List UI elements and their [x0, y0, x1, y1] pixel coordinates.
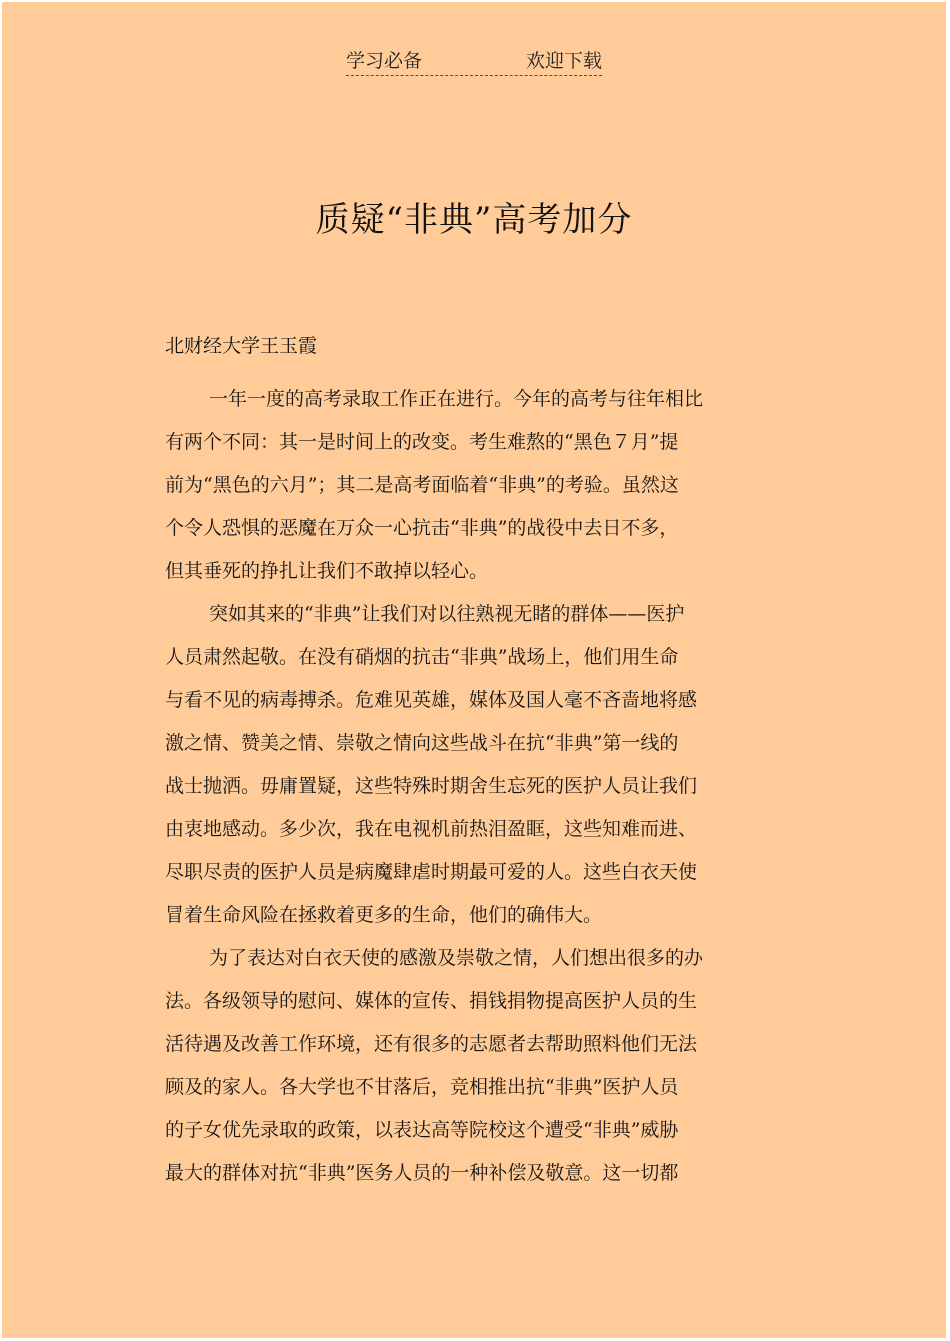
paragraph-line: 前为“黑色的六月”；其二是高考面临着“非典”的考验。虽然这 — [165, 474, 679, 496]
paragraph-line: 法。各级领导的慰问、媒体的宣传、捐钱捐物提高医护人员的生 — [165, 990, 698, 1012]
article-title: 质疑“非典”高考加分 — [315, 200, 633, 240]
paragraph-line: 战士抛洒。毋庸置疑，这些特殊时期舍生忘死的医护人员让我们 — [165, 775, 698, 797]
paragraph-line: 顾及的家人。各大学也不甘落后，竞相推出抗“非典”医护人员 — [165, 1076, 679, 1098]
paragraph-line: 为了表达对白衣天使的感激及崇敬之情，人们想出很多的办 — [209, 947, 704, 969]
header-right-text: 欢迎下载 — [526, 50, 603, 72]
paragraph-line: 但其垂死的挣扎让我们不敢掉以轻心。 — [165, 560, 489, 582]
paragraph-line: 的子女优先录取的政策，以表达高等院校这个遭受“非典”威胁 — [165, 1119, 679, 1141]
page-header — [2, 48, 946, 76]
article-body — [165, 378, 765, 1195]
paragraph-line: 冒着生命风险在拯救着更多的生命，他们的确伟大。 — [165, 904, 603, 926]
paragraph-line: 最大的群体对抗“非典”医务人员的一种补偿及敬意。这一切都 — [165, 1162, 679, 1184]
paragraph-line: 尽职尽责的医护人员是病魔肆虐时期最可爱的人。这些白衣天使 — [165, 861, 698, 883]
paragraph-line: 由衷地感动。多少次，我在电视机前热泪盈眶，这些知难而进、 — [165, 818, 698, 840]
paragraph-line: 与看不见的病毒搏杀。危难见英雄，媒体及国人毫不吝啬地将感 — [165, 689, 698, 711]
document-page — [2, 2, 946, 1338]
paragraph-line: 活待遇及改善工作环境，还有很多的志愿者去帮助照料他们无法 — [165, 1033, 698, 1055]
header-left-text: 学习必备 — [345, 50, 422, 72]
article-author: 北财经大学王玉霞 — [165, 335, 318, 357]
paragraph-line: 一年一度的高考录取工作正在进行。今年的高考与往年相比 — [209, 388, 704, 410]
header-underline — [346, 48, 602, 76]
paragraph-line: 有两个不同：其一是时间上的改变。考生难熬的“黑色７月”提 — [165, 431, 679, 453]
paragraph-line: 人员肃然起敬。在没有硝烟的抗击“非典”战场上，他们用生命 — [165, 646, 679, 668]
paragraph-line: 个令人恐惧的恶魔在万众一心抗击“非典”的战役中去日不多， — [165, 517, 679, 539]
paragraph-line: 突如其来的“非典”让我们对以往熟视无睹的群体——医护 — [209, 603, 685, 625]
paragraph-line: 激之情、赞美之情、崇敬之情向这些战斗在抗“非典”第一线的 — [165, 732, 679, 754]
